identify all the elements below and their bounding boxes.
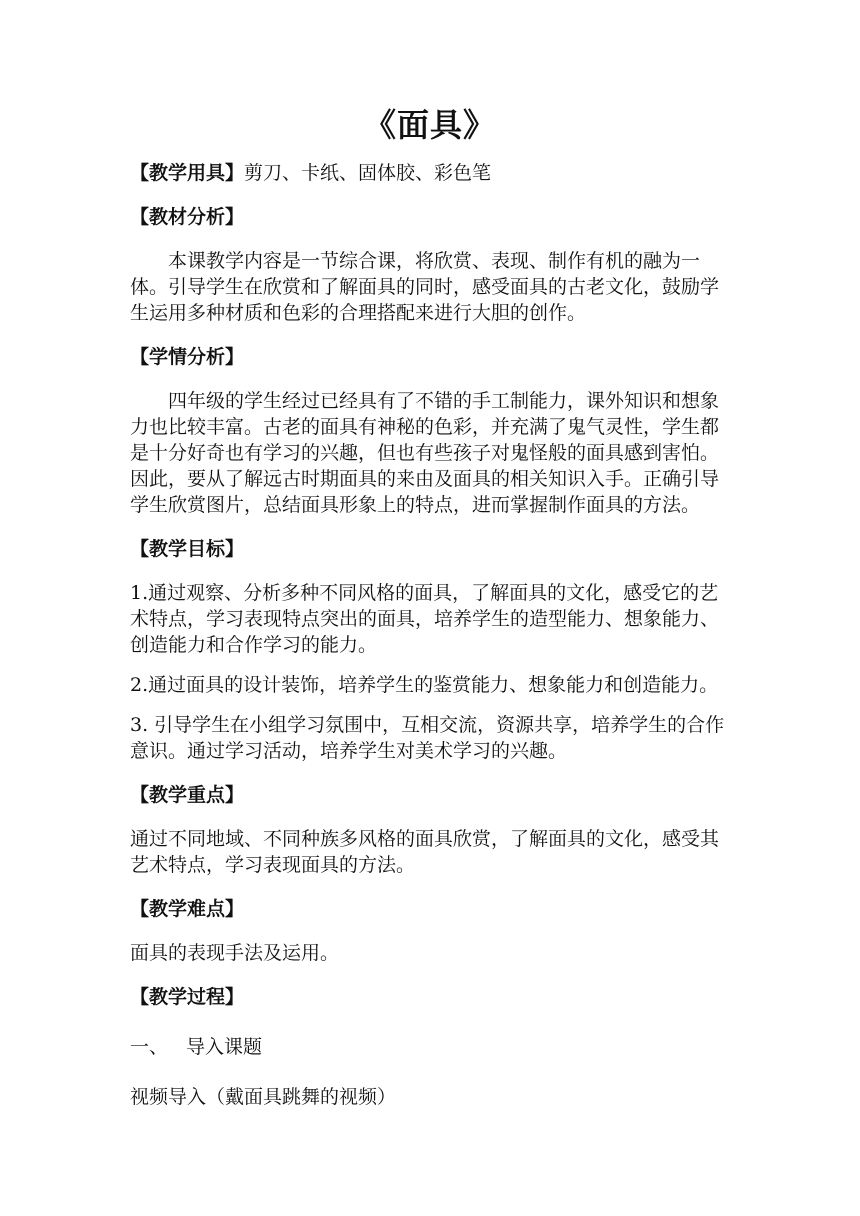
student-analysis-text: 四年级的学生经过已经具有了不错的手工制能力，课外知识和想象力也比较丰富。古老的面具有神秘的色彩，并充满了鬼气灵性，学生都是十分好奇也有学习的兴趣，但也有些孩子对鬼怪般的面具感到害怕。因此，要从了解远古时期面具的来由及面具的相关知识入手。正确引导学生欣赏图片，总结面具形象上的特点，进而掌握制作面具的方法。: [130, 390, 720, 516]
key-points-heading: 【教学重点】: [130, 784, 245, 806]
material-analysis-heading: 【教材分析】: [130, 206, 245, 228]
teaching-tools-line: [130, 160, 730, 186]
teaching-goal-1: 1.通过观察、分析多种不同风格的面具，了解面具的文化，感受它的艺术特点，学习表现特点突出的面具，培养学生的造型能力、想象能力、创造能力和合作学习的能力。: [130, 582, 720, 656]
process-step-title: 导入课题: [186, 1036, 263, 1058]
student-analysis-heading: 【学情分析】: [130, 346, 245, 368]
teaching-goal-3: 3. 引导学生在小组学习氛围中，互相交流，资源共享，培养学生的合作意识。通过学习活动，培养学生对美术学习的兴趣。: [130, 714, 725, 762]
process-step-1-text: 视频导入（戴面具跳舞的视频）: [130, 1086, 397, 1108]
difficulty-heading: 【教学难点】: [130, 898, 245, 920]
teaching-tools-text: 剪刀、卡纸、固体胶、彩色笔: [244, 162, 492, 184]
document-title: 《面具》: [363, 106, 496, 144]
difficulty-text: 面具的表现手法及运用。: [130, 942, 340, 964]
material-analysis-text: 本课教学内容是一节综合课，将欣赏、表现、制作有机的融为一体。引导学生在欣赏和了解面具的同时，感受面具的古老文化，鼓励学生运用多种材质和色彩的合理搭配来进行大胆的创作。: [130, 250, 720, 324]
teaching-goals-heading: 【教学目标】: [130, 538, 245, 560]
teaching-tools-label: 【教学用具】: [130, 162, 245, 184]
teaching-process-heading: 【教学过程】: [130, 986, 245, 1008]
process-step-1: [130, 1034, 730, 1060]
key-points-text: 通过不同地域、不同种族多风格的面具欣赏，了解面具的文化，感受其艺术特点，学习表现面具的方法。: [130, 828, 720, 876]
document-body: [130, 160, 730, 1110]
teaching-goal-2: 2.通过面具的设计装饰，培养学生的鉴赏能力、想象能力和创造能力。: [130, 674, 719, 696]
process-step-number: 一、: [130, 1036, 169, 1058]
